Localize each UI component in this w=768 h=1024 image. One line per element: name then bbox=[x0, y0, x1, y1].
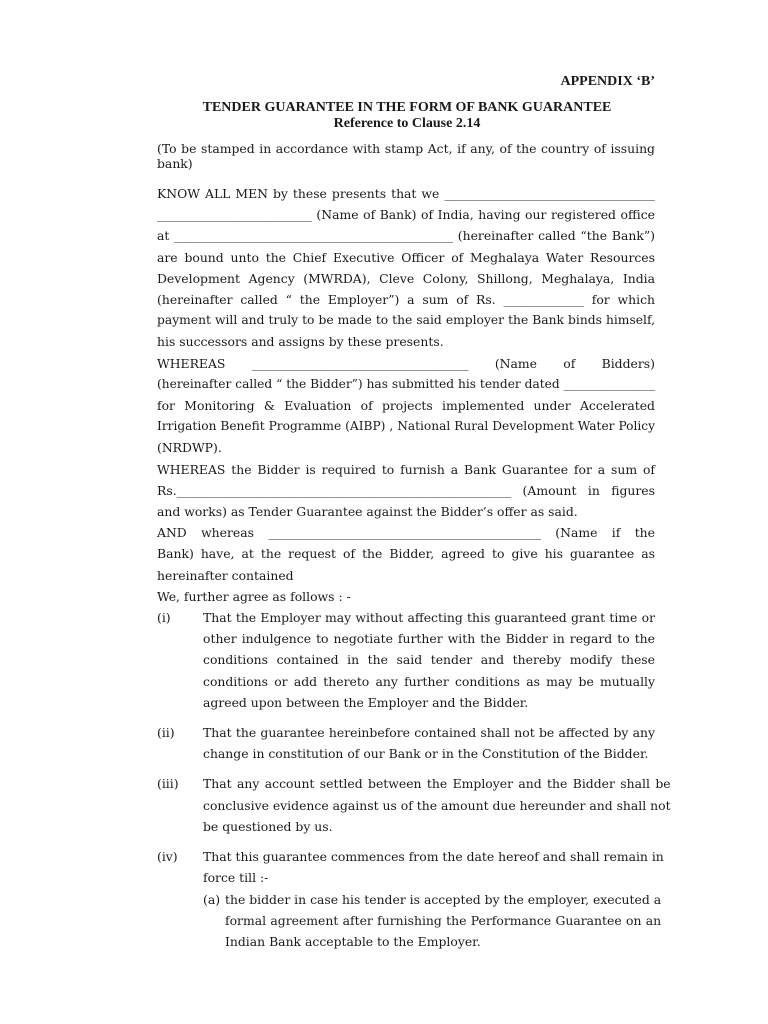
body-line: KNOW ALL MEN by these presents that we __________________________________ bbox=[157, 186, 655, 201]
body-line: WHEREAS the Bidder is required to furnish a Bank Guarantee for a sum of bbox=[157, 461, 655, 477]
clause-line: conclusive evidence against us of the amount due hereunder and shall not bbox=[203, 797, 671, 813]
clause-line: conditions or add thereto any further conditions as may be mutually bbox=[203, 673, 655, 689]
sub-clause-text bbox=[225, 889, 661, 953]
document-title-block bbox=[0, 100, 768, 132]
clause-text bbox=[203, 773, 671, 837]
sub-clause-line: formal agreement after furnishing the Performance Guarantee on an bbox=[225, 912, 662, 928]
body-line: hereinafter contained bbox=[157, 567, 294, 583]
clause-line: That the Employer may without affecting this guaranteed grant time or bbox=[203, 610, 655, 626]
sub-clause-line: Indian Bank acceptable to the Employer. bbox=[225, 933, 481, 949]
body-line: at _____________________________________________ (hereinafter called “the Bank”) bbox=[157, 228, 655, 244]
body-line: Bank) have, at the request of the Bidder, agreed to give his guarantee as bbox=[157, 546, 655, 562]
body-line: Rs.______________________________________________________ (Amount in figures bbox=[157, 482, 655, 498]
clause-text bbox=[203, 607, 655, 713]
sub-clause-line: the bidder in case his tender is accepted by the employer, executed a bbox=[225, 891, 662, 907]
body-line: payment will and truly to be made to the said employer the Bank binds himself, bbox=[157, 313, 655, 328]
clause-line: agreed upon between the Employer and the Bidder. bbox=[203, 694, 529, 710]
document-body bbox=[157, 141, 671, 952]
body-line: (hereinafter called “ the Employer”) a sum of Rs. _____________ for which bbox=[157, 292, 655, 308]
clause-number: (iii) bbox=[157, 776, 179, 792]
clause-number: (ii) bbox=[157, 725, 175, 741]
body-line: Development Agency (MWRDA), Cleve Colony, Shillong, Meghalaya, India bbox=[157, 270, 655, 286]
body-line: are bound unto the Chief Executive Officer of Meghalaya Water Resources bbox=[157, 249, 655, 265]
clause-ii bbox=[157, 722, 655, 764]
appendix-label: APPENDIX ‘B’ bbox=[560, 74, 655, 89]
sub-clause-a bbox=[203, 889, 662, 953]
body-line: (NRDWP). bbox=[157, 440, 222, 456]
body-line: his successors and assigns by these presents. bbox=[157, 334, 444, 350]
clause-line: be questioned by us. bbox=[203, 818, 333, 834]
body-line: _________________________ (Name of Bank) of India, having our registered office bbox=[157, 207, 655, 223]
clause-line: That this guarantee commences from the date hereof and shall remain in bbox=[203, 849, 664, 865]
clause-line: change in constitution of our Bank or in the Constitution of the Bidder. bbox=[203, 746, 649, 762]
body-line: for Monitoring & Evaluation of projects implemented under Accelerated bbox=[157, 398, 655, 414]
body-paragraph bbox=[157, 183, 655, 607]
clause-iii bbox=[157, 773, 671, 837]
clause-i bbox=[157, 607, 655, 713]
clause-iv bbox=[157, 846, 664, 888]
sub-clause-label: (a) bbox=[203, 891, 221, 907]
body-line: and works) as Tender Guarantee against the Bidder’s offer as said. bbox=[157, 504, 578, 520]
document-title: TENDER GUARANTEE IN THE FORM OF BANK GUARANTEE bbox=[202, 100, 612, 115]
stamp-note: (To be stamped in accordance with stamp Act, if any, of the country of issuing bank) bbox=[157, 141, 655, 171]
clause-line: conditions contained in the said tender and thereby modify these bbox=[203, 652, 655, 668]
body-line: AND whereas ____________________________________________ (Name if the bbox=[157, 525, 655, 541]
clause-number: (i) bbox=[157, 610, 171, 626]
clause-line: force till :- bbox=[203, 870, 269, 886]
clause-reference: Reference to Clause 2.14 bbox=[333, 116, 481, 131]
body-line: Irrigation Benefit Programme (AIBP) , National Rural Development Water Policy bbox=[157, 419, 655, 434]
clause-text bbox=[203, 846, 664, 888]
clause-line: That any account settled between the Employer and the Bidder shall be bbox=[203, 776, 671, 792]
body-line: We, further agree as follows : - bbox=[157, 588, 351, 604]
clause-number: (iv) bbox=[157, 849, 178, 865]
clause-text bbox=[203, 722, 655, 764]
body-line: (hereinafter called “ the Bidder”) has submitted his tender dated _______________ bbox=[157, 376, 655, 391]
body-line: WHEREAS ___________________________________ (Name of Bidders) bbox=[157, 355, 655, 371]
clause-line: That the guarantee hereinbefore contained shall not be affected by any bbox=[203, 725, 655, 741]
clause-line: other indulgence to negotiate further with the Bidder in regard to the bbox=[203, 631, 655, 647]
